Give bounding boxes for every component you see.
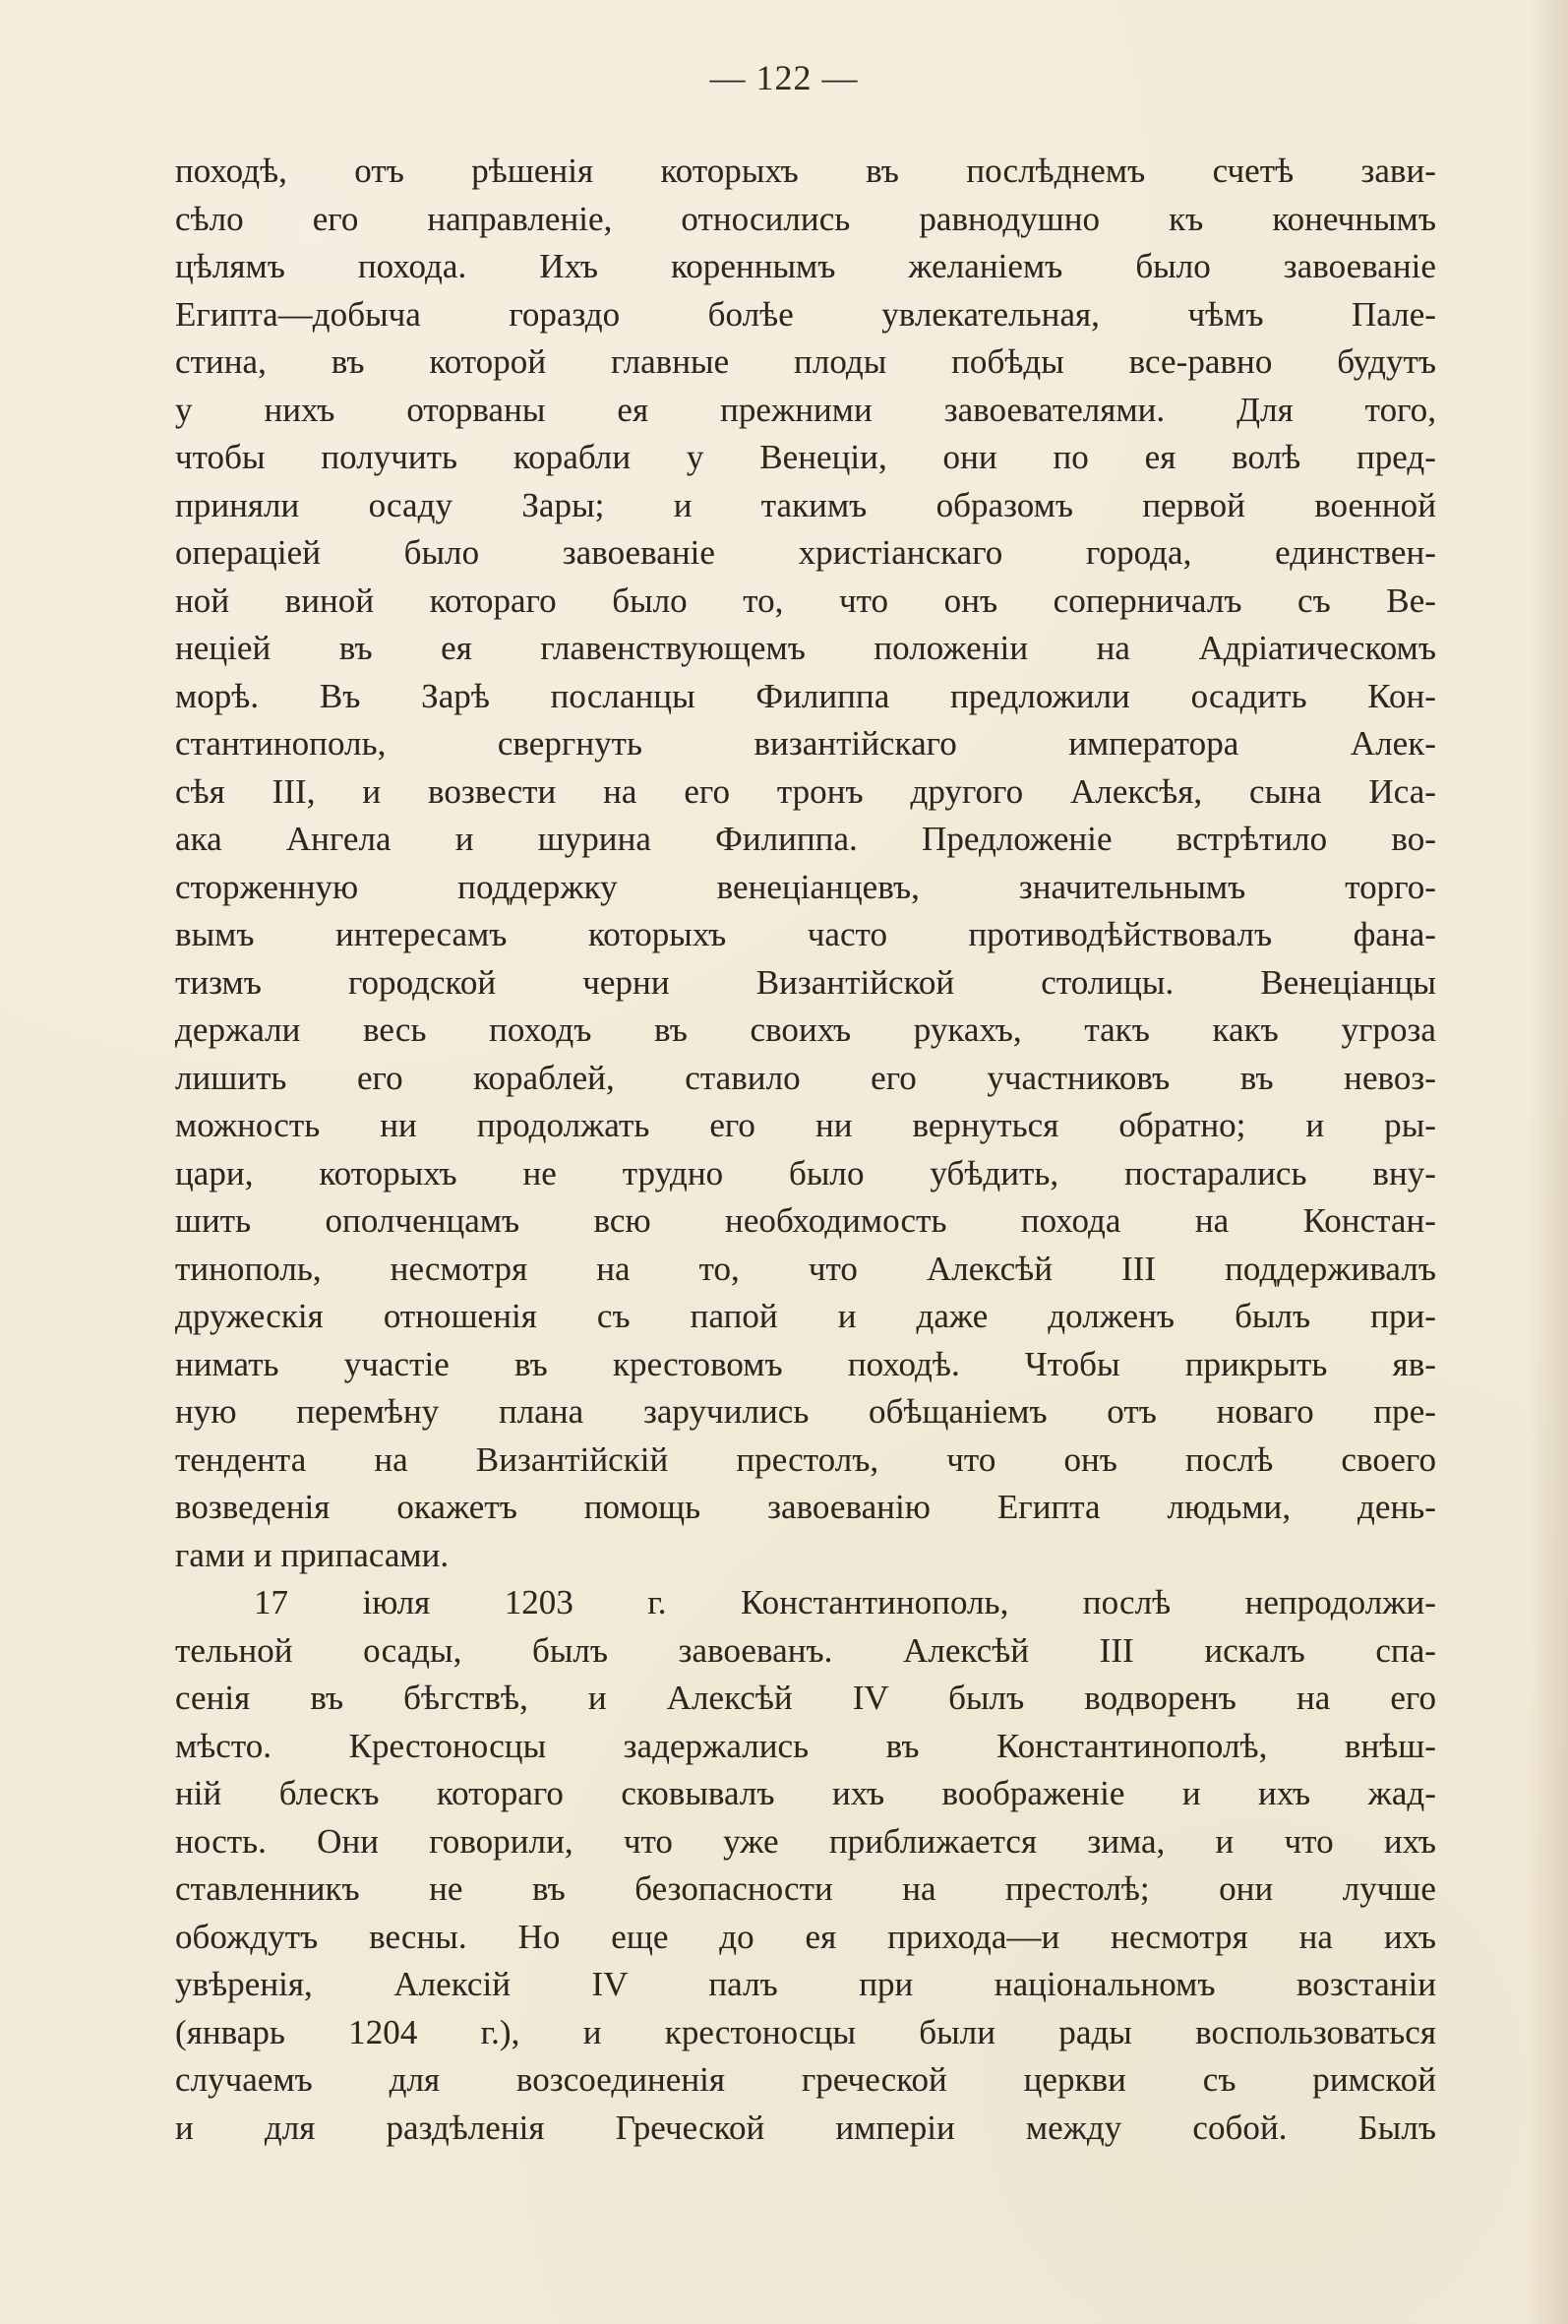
text-line: неціей въ ея главенствующемъ положеніи на Адріатическомъ [175,629,1436,667]
text-line: возведенія окажетъ помощь завоеванію Египта людьми, день- [175,1488,1436,1526]
text-block [175,148,1436,2152]
text-line: цѣлямъ похода. Ихъ кореннымъ желаніемъ было завоеваніе [175,247,1436,285]
text-line: ной виной котораго было то, что онъ соперничалъ съ Ве- [175,581,1436,620]
text-line: дружескія отношенія съ папой и даже долженъ былъ при- [175,1297,1436,1335]
text-line: ній блескъ котораго сковывалъ ихъ воображеніе и ихъ жад- [175,1774,1436,1812]
text-line: сенія въ бѣгствѣ, и Алексѣй IV былъ водворенъ на его [175,1679,1436,1717]
text-line: сѣло его направленіе, относились равнодушно къ конечнымъ [175,199,1436,238]
text-line: и для раздѣленія Греческой имперіи между собой. Былъ [175,2108,1436,2147]
text-line: можность ни продолжать его ни вернуться обратно; и ры- [175,1106,1436,1144]
text-line: ную перемѣну плана заручились обѣщаніемъ отъ новаго пре- [175,1392,1436,1431]
text-line: случаемъ для возсоединенія греческой церкви съ римской [175,2060,1436,2099]
text-line: обождутъ весны. Но еще до ея прихода—и несмотря на ихъ [175,1917,1436,1956]
text-line: походѣ, отъ рѣшенія которыхъ въ послѣднемъ счетѣ зави- [175,152,1436,190]
text-line: чтобы получить корабли у Венеціи, они по ея волѣ пред- [175,438,1436,476]
text-line: тельной осады, былъ завоеванъ. Алексѣй III искалъ спа- [175,1630,1436,1670]
text-line: держали весь походъ въ своихъ рукахъ, такъ какъ угроза [175,1010,1436,1049]
text-line: сторженную поддержку венеціанцевъ, значительнымъ торго- [175,867,1436,906]
text-line: 17 іюля 1203 г. Константинополь, послѣ непродолжи- [254,1583,1436,1621]
text-line: вымъ интересамъ которыхъ часто противодѣйствовалъ фана- [175,915,1436,953]
text-line: ставленникъ не въ безопасности на престолѣ; они лучше [175,1869,1436,1908]
text-line: нимать участіе въ крестовомъ походѣ. Чтобы прикрыть яв- [175,1344,1436,1383]
text-line: стина, въ которой главные плоды побѣды все-равно будутъ [175,342,1436,381]
text-line: тинополь, несмотря на то, что Алексѣй III поддерживалъ [175,1249,1436,1288]
page-number-header: — 122 — [709,58,859,97]
text-line: цари, которыхъ не трудно было убѣдить, постарались вну- [175,1153,1436,1193]
text-line: ность. Они говорили, что уже приближается зима, и что ихъ [175,1821,1436,1861]
text-line: операціей было завоеваніе христіанскаго города, единствен- [175,533,1436,572]
text-line: тендента на Византійскій престолъ, что онъ послѣ своего [175,1439,1436,1479]
page-edge-shadow [1529,0,1568,2324]
text-line: морѣ. Въ Зарѣ посланцы Филиппа предложили осадить Кон- [175,676,1436,715]
text-line: Египта—добыча гораздо болѣе увлекательная, чѣмъ Пале- [175,294,1436,334]
text-line: сѣя III, и возвести на его тронъ другого Алексѣя, сына Иса- [175,771,1436,811]
text-line: приняли осаду Зары; и такимъ образомъ первой военной [175,485,1436,524]
text-line: увѣренія, Алексій IV палъ при національномъ возстаніи [175,1965,1436,2003]
text-line: у нихъ оторваны ея прежними завоевателями. Для того, [175,390,1436,429]
text-line: ака Ангела и шурина Филиппа. Предложеніе встрѣтило во- [175,820,1436,858]
text-line: тизмъ городской черни Византійской столицы. Венеціанцы [175,962,1436,1002]
text-line: шить ополченцамъ всю необходимость похода на Констан- [175,1201,1436,1240]
text-line: лишить его кораблей, ставило его участниковъ въ невоз- [175,1058,1436,1097]
text-line: стантинополь, свергнуть византійскаго императора Алек- [175,724,1436,763]
text-line: гами и припасами. [175,1535,450,1574]
text-line: (январь 1204 г.), и крестоносцы были рады воспользоваться [175,2012,1436,2051]
text-line: мѣсто. Крестоносцы задержались въ Константинополѣ, внѣш- [175,1726,1436,1765]
